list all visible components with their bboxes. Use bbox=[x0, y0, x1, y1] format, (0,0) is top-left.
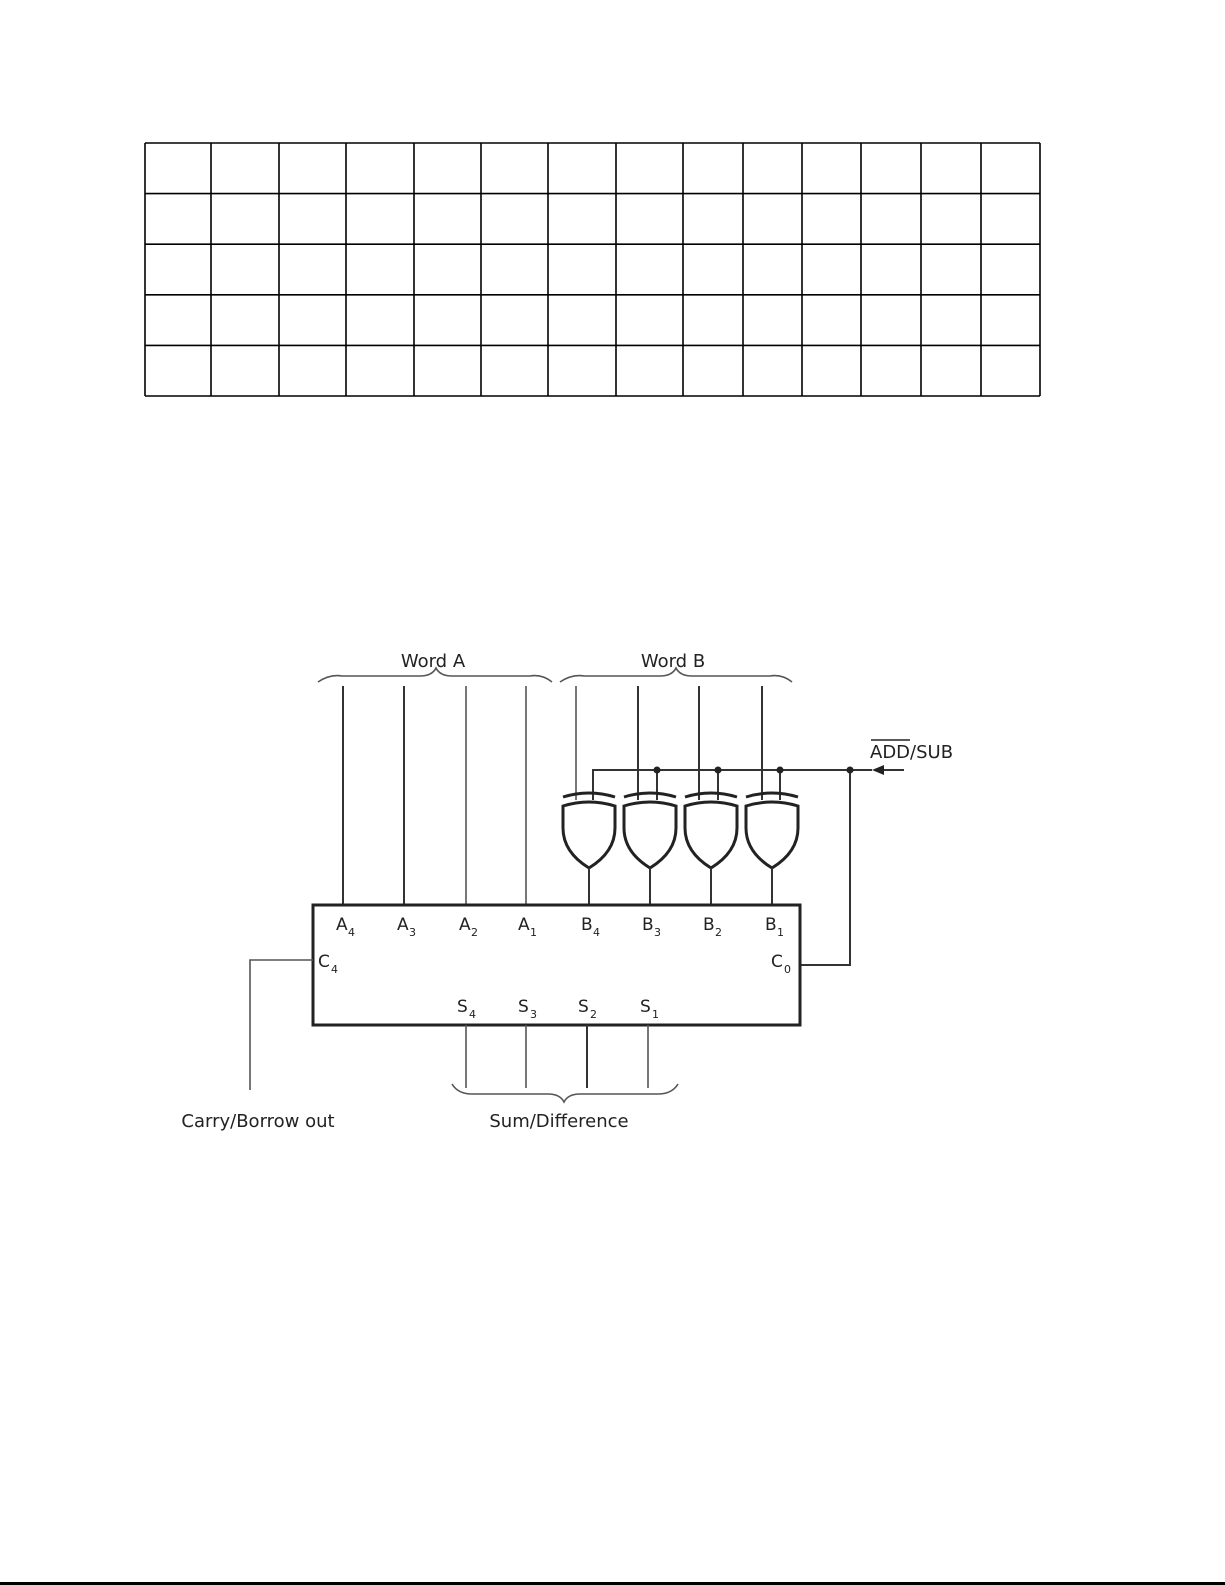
adder-block bbox=[313, 905, 800, 1025]
svg-text:S: S bbox=[578, 997, 589, 1017]
svg-text:S: S bbox=[640, 997, 651, 1017]
junction-dot bbox=[715, 767, 722, 774]
svg-text:B: B bbox=[581, 915, 593, 935]
junction-dot bbox=[847, 767, 854, 774]
svg-text:0: 0 bbox=[784, 963, 791, 976]
svg-text:3: 3 bbox=[530, 1008, 537, 1021]
svg-text:A: A bbox=[397, 915, 409, 935]
control-to-c0 bbox=[800, 770, 850, 965]
xor-gate bbox=[685, 793, 737, 868]
junction-dot bbox=[777, 767, 784, 774]
word-a-label: Word A bbox=[400, 651, 466, 672]
svg-text:1: 1 bbox=[777, 926, 784, 939]
svg-text:A: A bbox=[459, 915, 471, 935]
sum-difference-label: Sum/Difference bbox=[489, 1111, 629, 1132]
word-b-label: Word B bbox=[640, 651, 706, 672]
svg-text:B: B bbox=[642, 915, 654, 935]
junction-dot bbox=[654, 767, 661, 774]
xor-gate bbox=[563, 793, 615, 868]
svg-text:4: 4 bbox=[348, 926, 355, 939]
svg-text:2: 2 bbox=[471, 926, 478, 939]
carry-out-wire bbox=[250, 960, 313, 1090]
carry-borrow-label: Carry/Borrow out bbox=[181, 1111, 335, 1132]
sum-brace bbox=[452, 1084, 678, 1102]
svg-text:4: 4 bbox=[469, 1008, 476, 1021]
svg-text:B: B bbox=[765, 915, 777, 935]
svg-text:B: B bbox=[703, 915, 715, 935]
svg-text:C: C bbox=[771, 952, 783, 972]
svg-text:C: C bbox=[318, 952, 330, 972]
xor-gate bbox=[624, 793, 676, 868]
add-overline-text: ADD bbox=[870, 742, 911, 763]
svg-text:3: 3 bbox=[654, 926, 661, 939]
add-sub-label bbox=[870, 742, 953, 763]
xor-gate bbox=[746, 793, 798, 868]
svg-text:4: 4 bbox=[593, 926, 600, 939]
svg-text:3: 3 bbox=[409, 926, 416, 939]
svg-text:2: 2 bbox=[715, 926, 722, 939]
svg-text:A: A bbox=[518, 915, 530, 935]
svg-text:S: S bbox=[518, 997, 529, 1017]
svg-text:2: 2 bbox=[590, 1008, 597, 1021]
control-arrow bbox=[872, 765, 884, 775]
svg-text:1: 1 bbox=[652, 1008, 659, 1021]
svg-text:1: 1 bbox=[530, 926, 537, 939]
sub-text: /SUB bbox=[910, 742, 954, 763]
svg-text:A: A bbox=[336, 915, 348, 935]
svg-text:S: S bbox=[457, 997, 468, 1017]
svg-text:4: 4 bbox=[331, 963, 338, 976]
